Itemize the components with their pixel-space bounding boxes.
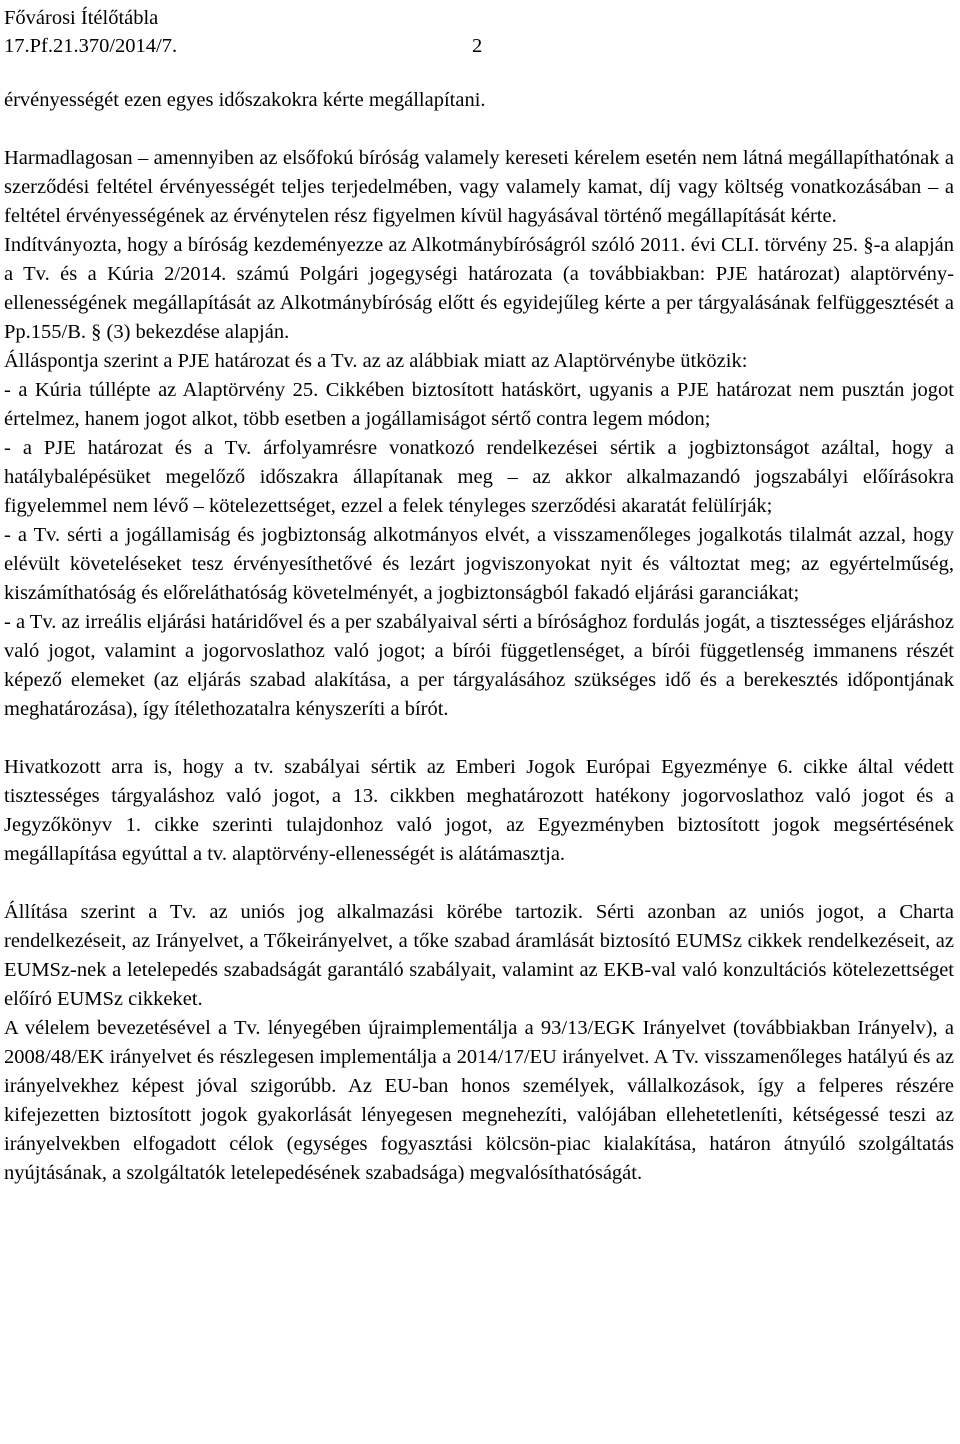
paragraph-spacer [4, 724, 954, 753]
list-item-procedure: - a Tv. az irreális eljárási határidővel és a per szabályaival sérti a bírósághoz fordulás jogát, a tisztességes eljáráshoz való jogot, valamint a jogorvoslathoz való jogot; a bírói függetlenséget, a bírói függetlenség immanens részét képező elemeket (az eljárás szabad alakítása, a per tárgyalásához szükséges idő és a berekesztés időpontjának meghatározása), így ítélethozatalra kényszeríti a bírót. [4, 611, 955, 720]
page-number: 2 [472, 35, 483, 57]
paragraph-echr: Hivatkozott arra is, hogy a tv. szabályai sértik az Emberi Jogok Európai Egyezménye 6. cikke által védett tisztességes tárgyaláshoz való jogot, a 13. cikkben meghatározott hatékony jogorvoslathoz való jogot és a Jegyzőkönyv 1. cikke szerinti tulajdonhoz való jogot, az Egyezményben biztosított jogok megsértésének megállapítása egyúttal a tv. alaptörvény-ellenességét is alátámasztja. [4, 756, 954, 865]
paragraph-presumption: A vélelem bevezetésével a Tv. lényegében újraimplementálja a 93/13/EGK Irányelvet (továbbiakban Irányelv), a 2008/48/EK irányelvet és részlegesen implementálja a 2014/17/EU irányelvet. A Tv. visszamenőleges hatályú és az irányelvekhez képest jóval szigorúbb. Az EU-ban honos személyek, vállalkozások, így a felperes részére kifejezetten biztosított jogok gyakorlását lényegesen megnehezíti, valójában ellehetetleníti, kétségessé teszi az irányelvekben elfogadott célok (egységes fogyasztási kölcsön-piac kialakítása, határon átnyúló szolgáltatás nyújtásának, a szolgáltatók letelepedésének szabadsága) megvalósíthatóságát. [4, 1017, 954, 1184]
list-item-rule-of-law: - a Tv. sérti a jogállamiság és jogbiztonság alkotmányos elvét, a visszamenőleges jogalkotás tilalmát azzal, hogy elévült követeléseket tesz érvényesíthetővé és lezárt jogviszonyokat nyit és változtat meg; az egyértelműség, kiszámíthatóság és előreláthatóság követelményét, a jogbiztonságból fakadó eljárási garanciákat; [4, 524, 954, 604]
paragraph-continuation: érvényességét ezen egyes időszakokra kérte megállapítani. [4, 89, 486, 111]
paragraph-spacer [4, 115, 954, 144]
paragraph-eu-law: Állítása szerint a Tv. az uniós jog alkalmazási körébe tartozik. Sérti azonban az uniós jogot, a Charta rendelkezéseit, az Irányelvet, a Tőkeirányelvet, a tőke szabad áramlását biztosító EUMSz cikkek rendelkezéseit, az EUMSz-nek a letelepedés szabadságát garantáló szabályait, valamint az EKB-val való konzultációs kötelezettséget előíró EUMSz cikkeket. [4, 901, 954, 1010]
document-body [4, 86, 954, 1188]
paragraph-alternative-claim: Harmadlagosan – amennyiben az elsőfokú bíróság valamely kereseti kérelem esetén nem látná megállapíthatónak a szerződési feltétel érvényességét teljes terjedelmében, vagy valamely kamat, díj vagy költség vonatkozásában – a feltétel érvényességének az érvénytelen rész figyelmen kívül hagyásával történő megállapítását kérte. [4, 147, 954, 227]
paragraph-motion: Indítványozta, hogy a bíróság kezdeményezze az Alkotmánybíróságról szóló 2011. évi CLI. törvény 25. §-a alapján a Tv. és a Kúria 2/2014. számú Polgári jogegységi határozata (a továbbiakban: PJE határozat) alaptörvény-ellenességének megállapítását az Alkotmánybíróság előtt és egyidejűleg kérte a per tárgyalásának felfüggesztését a Pp.155/B. § (3) bekezdése alapján. [4, 234, 954, 343]
paragraph-spacer [4, 869, 954, 898]
list-item-exchange-rate: - a PJE határozat és a Tv. árfolyamrésre vonatkozó rendelkezései sértik a jogbiztonságot azáltal, hogy a hatálybalépésüket megelőző időszakra állapítanak meg – az akkor alkalmazandó jogszabályi előírásokra figyelemmel nem lévő – kötelezettséget, ezzel a felek tényleges szerződési akaratát felülírják; [4, 437, 954, 517]
list-item-kuria: - a Kúria túllépte az Alaptörvény 25. Cikkében biztosított hatáskört, ugyanis a PJE határozat nem pusztán jogot értelmez, hanem jogot alkot, több esetben a jogállamiságot sértő contra legem módon; [4, 379, 954, 430]
court-name: Fővárosi Ítélőtábla [4, 7, 159, 29]
case-number: 17.Pf.21.370/2014/7. [4, 35, 178, 57]
page-header [4, 4, 954, 60]
paragraph-position: Álláspontja szerint a PJE határozat és a Tv. az az alábbiak miatt az Alaptörvénybe ütközik: [4, 350, 748, 372]
case-line [4, 32, 954, 60]
